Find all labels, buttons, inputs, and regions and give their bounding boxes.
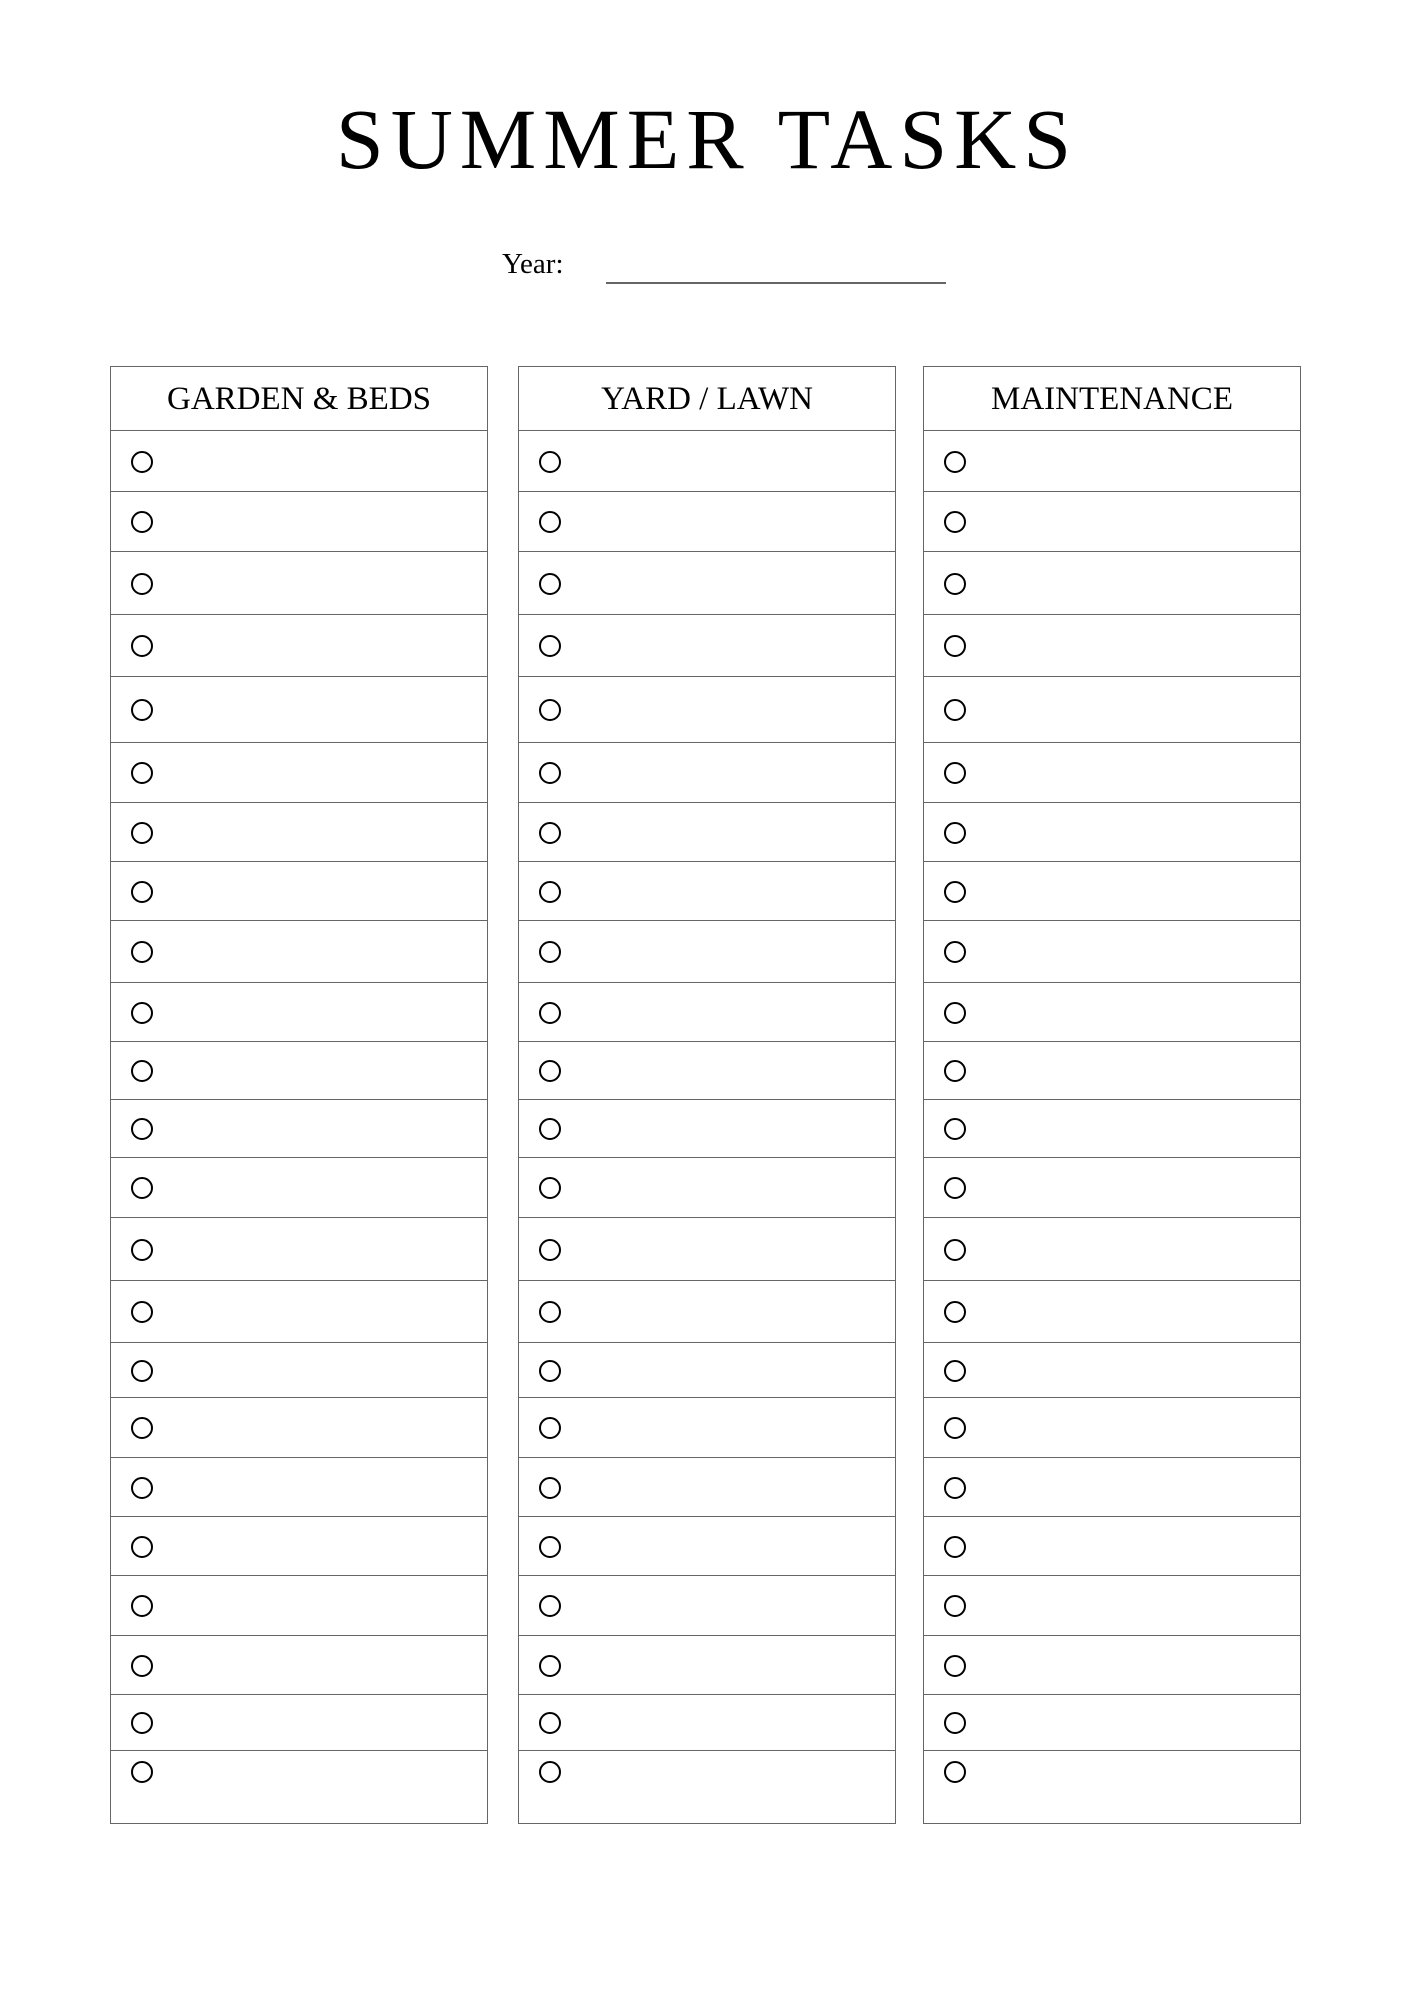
task-row[interactable] bbox=[519, 431, 895, 492]
task-column-2 bbox=[923, 366, 1301, 1824]
task-row[interactable] bbox=[111, 677, 487, 743]
task-row[interactable] bbox=[519, 983, 895, 1042]
checkbox-circle-icon[interactable] bbox=[944, 1177, 966, 1199]
checkbox-circle-icon[interactable] bbox=[944, 1536, 966, 1558]
checkbox-circle-icon[interactable] bbox=[944, 1360, 966, 1382]
column-header: MAINTENANCE bbox=[924, 367, 1300, 431]
task-row[interactable] bbox=[924, 1100, 1300, 1158]
task-row[interactable] bbox=[111, 1100, 487, 1158]
task-row[interactable] bbox=[519, 1042, 895, 1100]
task-row[interactable] bbox=[519, 1458, 895, 1517]
task-row[interactable] bbox=[924, 1281, 1300, 1343]
checkbox-circle-icon[interactable] bbox=[131, 1118, 153, 1140]
checkbox-circle-icon[interactable] bbox=[944, 1655, 966, 1677]
checkbox-circle-icon[interactable] bbox=[539, 1712, 561, 1734]
checkbox-circle-icon[interactable] bbox=[539, 1655, 561, 1677]
checkbox-circle-icon[interactable] bbox=[131, 941, 153, 963]
task-row[interactable] bbox=[924, 803, 1300, 862]
task-row[interactable] bbox=[924, 492, 1300, 552]
task-row[interactable] bbox=[519, 1343, 895, 1398]
task-row[interactable] bbox=[924, 1751, 1300, 1823]
column-header: GARDEN & BEDS bbox=[111, 367, 487, 431]
checkbox-circle-icon[interactable] bbox=[539, 511, 561, 533]
task-row[interactable] bbox=[924, 1218, 1300, 1281]
task-row[interactable] bbox=[924, 677, 1300, 743]
checkbox-circle-icon[interactable] bbox=[944, 451, 966, 473]
checkbox-circle-icon[interactable] bbox=[944, 1060, 966, 1082]
checkbox-circle-icon[interactable] bbox=[944, 1239, 966, 1261]
checkbox-circle-icon[interactable] bbox=[131, 451, 153, 473]
year-input-line[interactable] bbox=[606, 282, 946, 284]
task-row[interactable] bbox=[924, 1636, 1300, 1695]
checkbox-circle-icon[interactable] bbox=[944, 1417, 966, 1439]
year-label: Year: bbox=[502, 248, 564, 280]
checkbox-circle-icon[interactable] bbox=[944, 1595, 966, 1617]
checkbox-circle-icon[interactable] bbox=[539, 762, 561, 784]
task-row[interactable] bbox=[519, 1695, 895, 1751]
task-row[interactable] bbox=[519, 1281, 895, 1343]
checkbox-circle-icon[interactable] bbox=[131, 1536, 153, 1558]
checkbox-circle-icon[interactable] bbox=[944, 822, 966, 844]
task-row[interactable] bbox=[519, 1517, 895, 1576]
task-row[interactable] bbox=[924, 1042, 1300, 1100]
checkbox-circle-icon[interactable] bbox=[539, 699, 561, 721]
task-row[interactable] bbox=[519, 1398, 895, 1458]
checkbox-circle-icon[interactable] bbox=[944, 699, 966, 721]
task-column-0 bbox=[110, 366, 488, 1824]
page-title: SUMMER TASKS bbox=[335, 91, 1079, 187]
task-row[interactable] bbox=[519, 492, 895, 552]
checkbox-circle-icon[interactable] bbox=[944, 881, 966, 903]
task-row[interactable] bbox=[111, 431, 487, 492]
checkbox-circle-icon[interactable] bbox=[131, 762, 153, 784]
task-row[interactable] bbox=[519, 1576, 895, 1636]
task-row[interactable] bbox=[924, 1158, 1300, 1218]
task-row[interactable] bbox=[111, 492, 487, 552]
task-row[interactable] bbox=[519, 862, 895, 921]
checkbox-circle-icon[interactable] bbox=[539, 1360, 561, 1382]
task-row[interactable] bbox=[924, 862, 1300, 921]
task-row[interactable] bbox=[519, 677, 895, 743]
task-row[interactable] bbox=[519, 1751, 895, 1823]
checkbox-circle-icon[interactable] bbox=[539, 1002, 561, 1024]
checkbox-circle-icon[interactable] bbox=[539, 1595, 561, 1617]
task-row[interactable] bbox=[519, 552, 895, 615]
checkbox-circle-icon[interactable] bbox=[944, 1761, 966, 1783]
checkbox-circle-icon[interactable] bbox=[131, 1712, 153, 1734]
checkbox-circle-icon[interactable] bbox=[944, 1118, 966, 1140]
checkbox-circle-icon[interactable] bbox=[131, 1239, 153, 1261]
checkbox-circle-icon[interactable] bbox=[131, 573, 153, 595]
task-row[interactable] bbox=[111, 983, 487, 1042]
checkbox-circle-icon[interactable] bbox=[944, 1301, 966, 1323]
checkbox-circle-icon[interactable] bbox=[539, 1761, 561, 1783]
checkbox-circle-icon[interactable] bbox=[539, 1536, 561, 1558]
task-row[interactable] bbox=[111, 1218, 487, 1281]
checkbox-circle-icon[interactable] bbox=[131, 1002, 153, 1024]
checkbox-circle-icon[interactable] bbox=[539, 573, 561, 595]
task-row[interactable] bbox=[924, 431, 1300, 492]
task-row[interactable] bbox=[924, 1458, 1300, 1517]
task-row[interactable] bbox=[924, 1343, 1300, 1398]
task-row[interactable] bbox=[924, 1517, 1300, 1576]
checkbox-circle-icon[interactable] bbox=[944, 762, 966, 784]
checkbox-circle-icon[interactable] bbox=[944, 573, 966, 595]
checkbox-circle-icon[interactable] bbox=[539, 451, 561, 473]
task-row[interactable] bbox=[111, 921, 487, 983]
task-row[interactable] bbox=[519, 1636, 895, 1695]
checkbox-circle-icon[interactable] bbox=[131, 699, 153, 721]
task-row[interactable] bbox=[111, 862, 487, 921]
task-row[interactable] bbox=[519, 1158, 895, 1218]
task-row[interactable] bbox=[924, 1695, 1300, 1751]
checkbox-circle-icon[interactable] bbox=[131, 1595, 153, 1617]
task-row[interactable] bbox=[519, 1218, 895, 1281]
checkbox-circle-icon[interactable] bbox=[131, 881, 153, 903]
task-row[interactable] bbox=[111, 552, 487, 615]
task-row[interactable] bbox=[519, 921, 895, 983]
task-row[interactable] bbox=[111, 1458, 487, 1517]
task-row[interactable] bbox=[519, 803, 895, 862]
checkbox-circle-icon[interactable] bbox=[944, 1712, 966, 1734]
checkbox-circle-icon[interactable] bbox=[131, 511, 153, 533]
checkbox-circle-icon[interactable] bbox=[131, 1417, 153, 1439]
task-row[interactable] bbox=[924, 1398, 1300, 1458]
task-row[interactable] bbox=[111, 615, 487, 677]
checkbox-circle-icon[interactable] bbox=[944, 1002, 966, 1024]
checkbox-circle-icon[interactable] bbox=[131, 1060, 153, 1082]
checkbox-circle-icon[interactable] bbox=[944, 1477, 966, 1499]
checkbox-circle-icon[interactable] bbox=[539, 822, 561, 844]
task-row[interactable] bbox=[111, 803, 487, 862]
task-row[interactable] bbox=[924, 743, 1300, 803]
checkbox-circle-icon[interactable] bbox=[131, 1177, 153, 1199]
checkbox-circle-icon[interactable] bbox=[131, 1301, 153, 1323]
task-row[interactable] bbox=[111, 1158, 487, 1218]
task-row[interactable] bbox=[111, 1517, 487, 1576]
task-row[interactable] bbox=[111, 1751, 487, 1823]
checkbox-circle-icon[interactable] bbox=[944, 511, 966, 533]
checkbox-circle-icon[interactable] bbox=[539, 941, 561, 963]
checkbox-circle-icon[interactable] bbox=[539, 1301, 561, 1323]
checkbox-circle-icon[interactable] bbox=[131, 1360, 153, 1382]
task-row[interactable] bbox=[924, 921, 1300, 983]
checkbox-circle-icon[interactable] bbox=[944, 635, 966, 657]
checkbox-circle-icon[interactable] bbox=[539, 1118, 561, 1140]
task-row[interactable] bbox=[111, 1281, 487, 1343]
task-row[interactable] bbox=[111, 1042, 487, 1100]
checkbox-circle-icon[interactable] bbox=[539, 635, 561, 657]
task-row[interactable] bbox=[111, 743, 487, 803]
task-row[interactable] bbox=[924, 552, 1300, 615]
task-row[interactable] bbox=[111, 1636, 487, 1695]
task-row[interactable] bbox=[111, 1398, 487, 1458]
task-column-1 bbox=[518, 366, 896, 1824]
checkbox-circle-icon[interactable] bbox=[131, 1477, 153, 1499]
checkbox-circle-icon[interactable] bbox=[131, 635, 153, 657]
task-row[interactable] bbox=[924, 1576, 1300, 1636]
task-row[interactable] bbox=[519, 615, 895, 677]
checkbox-circle-icon[interactable] bbox=[539, 881, 561, 903]
task-row[interactable] bbox=[111, 1343, 487, 1398]
task-row[interactable] bbox=[924, 615, 1300, 677]
checkbox-circle-icon[interactable] bbox=[131, 1761, 153, 1783]
checkbox-circle-icon[interactable] bbox=[539, 1477, 561, 1499]
task-row[interactable] bbox=[519, 1100, 895, 1158]
checkbox-circle-icon[interactable] bbox=[944, 941, 966, 963]
task-row[interactable] bbox=[519, 743, 895, 803]
checkbox-circle-icon[interactable] bbox=[539, 1417, 561, 1439]
task-row[interactable] bbox=[111, 1576, 487, 1636]
checkbox-circle-icon[interactable] bbox=[131, 1655, 153, 1677]
checkbox-circle-icon[interactable] bbox=[539, 1177, 561, 1199]
task-row[interactable] bbox=[924, 983, 1300, 1042]
checkbox-circle-icon[interactable] bbox=[539, 1060, 561, 1082]
column-header: YARD / LAWN bbox=[519, 367, 895, 431]
checkbox-circle-icon[interactable] bbox=[539, 1239, 561, 1261]
checkbox-circle-icon[interactable] bbox=[131, 822, 153, 844]
task-row[interactable] bbox=[111, 1695, 487, 1751]
